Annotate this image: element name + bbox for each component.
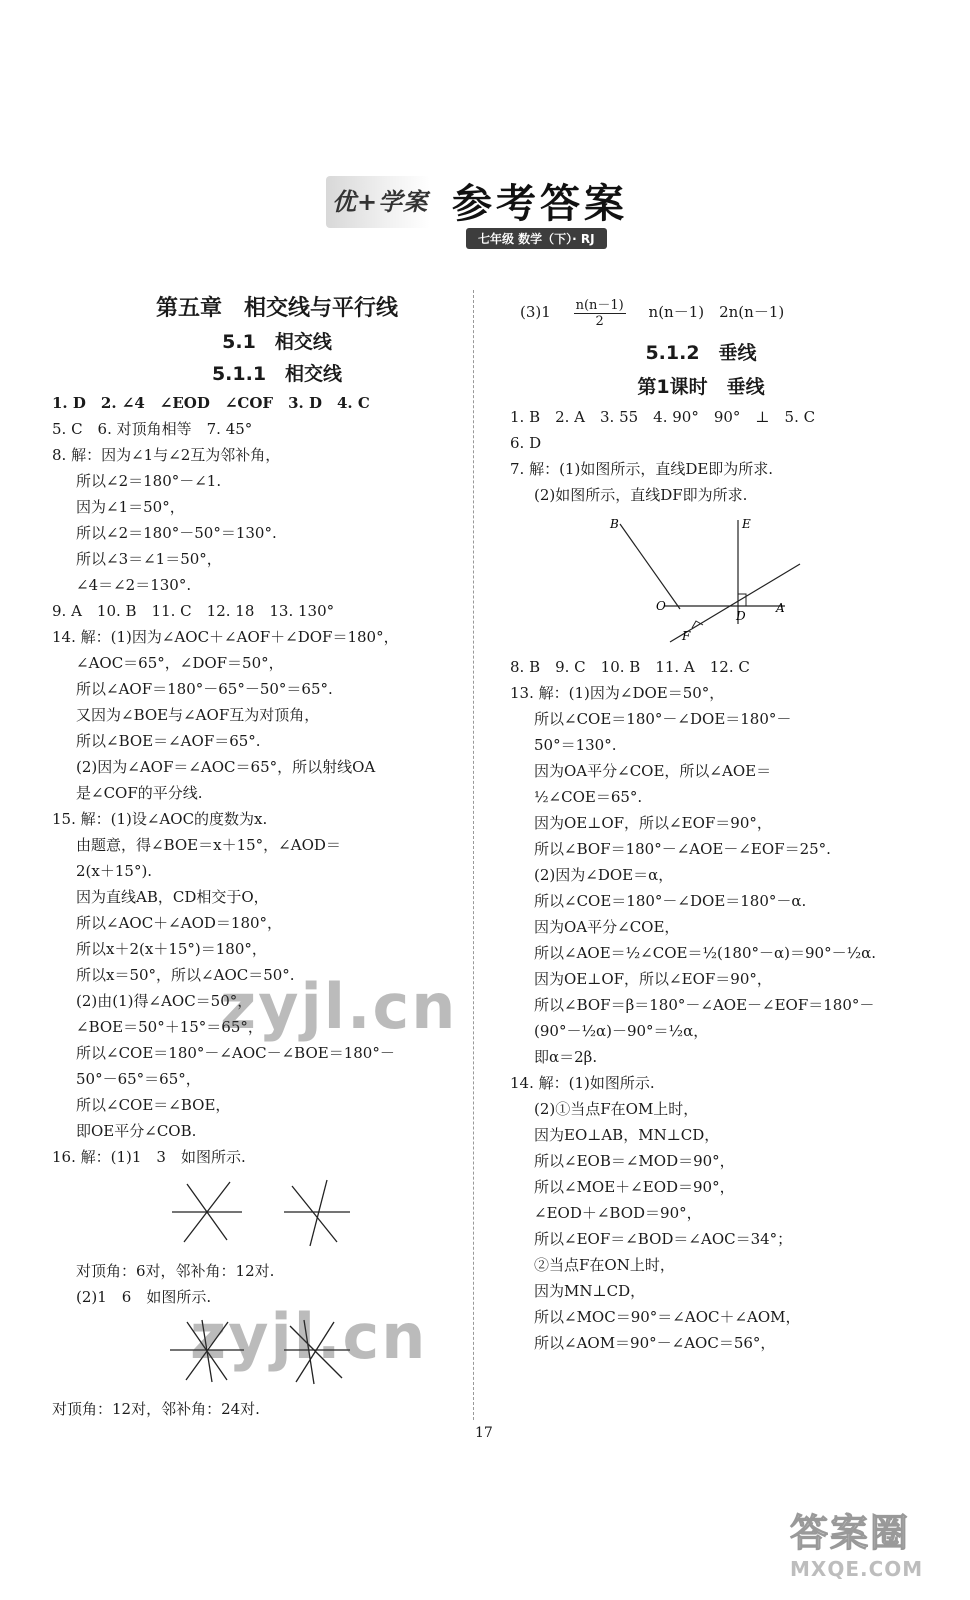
answer-line: 14. 解：(1)因为∠AOC＋∠AOF＋∠DOF＝180°， <box>52 628 399 646</box>
answer-line: 1. B 2. A 3. 55 4. 90° 90° ⊥ 5. C <box>510 408 816 426</box>
answer-line: 因为OE⊥OF，所以∠EOF＝90°， <box>534 814 772 832</box>
answer-line: 因为OA平分∠COE，所以∠AOE＝ <box>534 762 772 780</box>
answer-line-fraction <box>510 292 892 332</box>
brand-logo <box>326 176 430 228</box>
fraction-denominator: 2 <box>595 313 604 329</box>
answer-line: (2)1 6 如图所示. <box>76 1288 212 1306</box>
answer-line: 因为MN⊥CD， <box>534 1282 646 1300</box>
answer-line: 所以∠BOE＝∠AOF＝65°. <box>76 732 261 750</box>
answer-line: 因为∠1＝50°， <box>76 498 185 516</box>
answer-line: 所以∠3＝∠1＝50°， <box>76 550 222 568</box>
answer-line: 是∠COF的平分线. <box>76 784 203 802</box>
corner-logo-text: 答案圈 <box>790 1511 911 1555</box>
answer-line: 即OE平分∠COB. <box>76 1122 197 1140</box>
answer-line: 8. B 9. C 10. B 11. A 12. C <box>510 658 750 676</box>
right-column <box>510 292 892 1356</box>
answer-line: 7. 解：(1)如图所示，直线DE即为所求. <box>510 460 774 478</box>
left-column <box>52 292 462 1422</box>
answer-line: 又因为∠BOE与∠AOF互为对顶角， <box>76 706 320 724</box>
answer-line: 16. 解：(1)1 3 如图所示. <box>52 1148 246 1166</box>
answer-line: 所以x＝50°，所以∠AOC＝50°. <box>76 966 295 984</box>
answer-line: 由题意，得∠BOE＝x＋15°，∠AOD＝ <box>76 836 341 854</box>
answer-line: 5. C 6. 对顶角相等 7. 45° <box>52 420 253 438</box>
answer-line: (2)因为∠DOE＝α， <box>534 866 674 884</box>
section-title: 5.1 相交线 <box>222 331 332 353</box>
answer-line: 所以∠AOM＝90°－∠AOC＝56°， <box>534 1334 776 1352</box>
answer-line: 6. D <box>510 434 542 452</box>
answer-line: 因为直线AB，CD相交于O， <box>76 888 269 906</box>
answer-line: 14. 解：(1)如图所示. <box>510 1074 655 1092</box>
answer-line: 8. 解：因为∠1与∠2互为邻补角， <box>52 446 281 464</box>
point-label-o: O <box>656 599 666 613</box>
answer-line: 所以∠BOF＝β＝180°－∠AOE－∠EOF＝180°－ <box>534 996 875 1014</box>
answer-line: (2)因为∠AOF＝∠AOC＝65°，所以射线OA <box>76 758 376 776</box>
answer-line: 所以∠EOB＝∠MOD＝90°， <box>534 1152 735 1170</box>
chapter-title: 第五章 相交线与平行线 <box>155 296 398 321</box>
answer-line: 所以∠COE＝180°－∠DOE＝180°－α. <box>534 892 807 910</box>
answer-line: 15. 解：(1)设∠AOC的度数为x. <box>52 810 268 828</box>
fraction <box>574 298 626 329</box>
answer-line: 2(x＋15°). <box>76 862 153 880</box>
point-label-d: D <box>736 609 746 623</box>
answer-text: (3)1 <box>520 303 551 321</box>
logo-text: 优+学案 <box>332 188 429 216</box>
answer-line: 所以∠AOF＝180°－65°－50°＝65°. <box>76 680 333 698</box>
answer-line: 50°－65°＝65°， <box>76 1070 201 1088</box>
answer-line: (90°－½α)－90°＝½α， <box>534 1022 709 1040</box>
page-title: 参考答案 <box>452 181 628 227</box>
answer-line: ∠BOE＝50°＋15°＝65°， <box>76 1018 263 1036</box>
answer-line: ∠4＝∠2＝130°. <box>76 576 192 594</box>
section-title: 5.1.2 垂线 <box>645 342 757 364</box>
subsection-title: 第1课时 垂线 <box>637 376 765 398</box>
subsection-title: 5.1.1 相交线 <box>211 363 343 385</box>
answer-line: 因为OE⊥OF，所以∠EOF＝90°， <box>534 970 772 988</box>
answer-line: 所以∠2＝180°－∠1. <box>76 472 222 490</box>
point-label-f: F <box>682 629 691 643</box>
answer-line: 即α＝2β. <box>534 1048 598 1066</box>
answer-line: ②当点F在ON上时， <box>534 1256 675 1274</box>
answer-line: 所以∠MOC＝90°＝∠AOC＋∠AOM， <box>534 1308 801 1326</box>
grade-subject-badge: 七年级 数学（下）· RJ <box>466 228 607 249</box>
answer-line: 因为OA平分∠COE， <box>534 918 680 936</box>
corner-logo-url: MXQE.COM <box>790 1557 924 1581</box>
watermark: zyjl.cn <box>190 1300 428 1373</box>
answer-line: 对顶角：6对，邻补角：12对. <box>76 1262 275 1280</box>
answer-line: 50°＝130°. <box>534 736 617 754</box>
page-number: 17 <box>475 1425 493 1441</box>
answer-line: 所以x＋2(x＋15°)＝180°， <box>76 940 267 958</box>
answer-line: 因为EO⊥AB，MN⊥CD， <box>534 1126 720 1144</box>
answer-line: (2)如图所示，直线DF即为所求. <box>534 486 748 504</box>
answer-line: 对顶角：12对，邻补角：24对. <box>52 1400 260 1418</box>
page-header <box>0 170 970 250</box>
answer-line: ∠EOD＋∠BOD＝90°， <box>534 1204 702 1222</box>
fraction-numerator: n(n－1) <box>575 297 624 313</box>
answer-line: 所以∠COE＝180°－∠AOC－∠BOE＝180°－ <box>76 1044 395 1062</box>
answer-line: 9. A 10. B 11. C 12. 18 13. 130° <box>52 602 335 620</box>
answer-line: 1. D 2. ∠4 ∠EOD ∠COF 3. D 4. C <box>52 394 370 412</box>
answer-line: ½∠COE＝65°. <box>534 788 643 806</box>
answer-line: 所以∠COE＝∠BOE， <box>76 1096 231 1114</box>
column-divider <box>473 290 474 1420</box>
answer-line: 所以∠AOC＋∠AOD＝180°， <box>76 914 283 932</box>
answer-line: (2)①当点F在OM上时， <box>534 1100 699 1118</box>
answer-text: n(n－1) 2n(n－1) <box>648 303 785 321</box>
watermark: zyjl.cn <box>220 970 458 1043</box>
answer-line: 所以∠BOF＝180°－∠AOE－∠EOF＝25°. <box>534 840 831 858</box>
answer-line: 所以∠COE＝180°－∠DOE＝180°－ <box>534 710 792 728</box>
lines-figure-1 <box>52 1176 352 1248</box>
answer-line: ∠AOC＝65°，∠DOF＝50°， <box>76 654 284 672</box>
answer-line: 所以∠MOE＋∠EOD＝90°， <box>534 1178 735 1196</box>
point-label-e: E <box>742 517 751 531</box>
answer-line: 所以∠2＝180°－50°＝130°. <box>76 524 277 542</box>
answer-line: 所以∠EOF＝∠BOD＝∠AOC＝34°； <box>534 1230 793 1248</box>
answer-line: 13. 解：(1)因为∠DOE＝50°， <box>510 684 725 702</box>
answer-line: (2)由(1)得∠AOC＝50°， <box>76 992 253 1010</box>
corner-watermark-logo <box>790 1502 960 1592</box>
point-label-a: A <box>776 601 785 615</box>
point-label-b: B <box>610 517 619 531</box>
answer-line: 所以∠AOE＝½∠COE＝½(180°－α)＝90°－½α. <box>534 944 877 962</box>
perpendicular-figure <box>510 514 810 644</box>
